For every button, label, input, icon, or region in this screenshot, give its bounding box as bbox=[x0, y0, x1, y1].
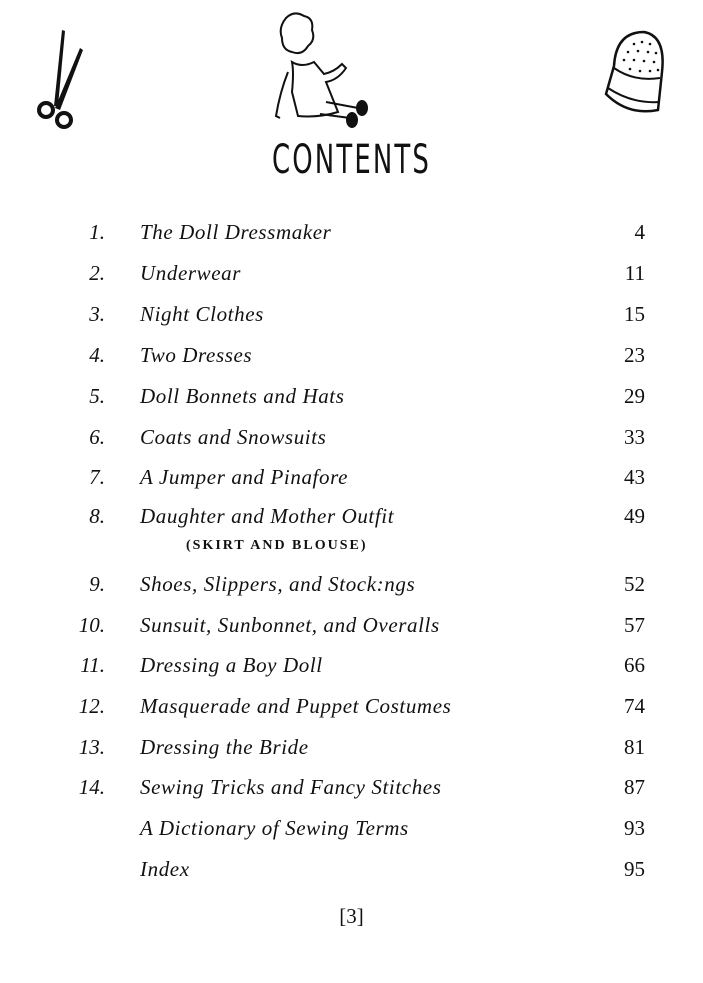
toc-entry bbox=[0, 422, 703, 452]
toc-entry bbox=[0, 462, 703, 492]
chapter-subtitle: (SKIRT AND BLOUSE) bbox=[186, 538, 368, 553]
chapter-number: 8. bbox=[89, 504, 105, 528]
chapter-number: 11. bbox=[80, 653, 105, 677]
chapter-title: Coats and Snowsuits bbox=[140, 425, 327, 449]
chapter-number: 14. bbox=[78, 775, 105, 799]
toc-entry bbox=[0, 772, 703, 802]
chapter-title: Index bbox=[140, 857, 190, 881]
chapter-title: The Doll Dressmaker bbox=[140, 220, 332, 244]
chapter-page: 15 bbox=[624, 302, 645, 326]
chapter-page: 23 bbox=[624, 343, 645, 367]
scissors-icon bbox=[28, 28, 88, 133]
doll-illustration bbox=[200, 10, 410, 130]
chapter-title: Sewing Tricks and Fancy Stitches bbox=[140, 775, 442, 799]
chapter-title: Daughter and Mother Outfit bbox=[140, 504, 395, 528]
chapter-title: Masquerade and Puppet Costumes bbox=[140, 694, 452, 718]
chapter-title: A Dictionary of Sewing Terms bbox=[140, 816, 409, 840]
chapter-page: 33 bbox=[624, 425, 645, 449]
toc-entry bbox=[0, 258, 703, 288]
chapter-page: 43 bbox=[624, 465, 645, 489]
page-number: [3] bbox=[339, 904, 364, 928]
chapter-page: 74 bbox=[624, 694, 645, 718]
chapter-title: Doll Bonnets and Hats bbox=[140, 384, 345, 408]
chapter-number: 2. bbox=[89, 261, 105, 285]
chapter-title: Shoes, Slippers, and Stock:ngs bbox=[140, 572, 416, 596]
chapter-title: Two Dresses bbox=[140, 343, 253, 367]
chapter-number: 9. bbox=[89, 572, 105, 596]
toc-entry bbox=[0, 691, 703, 721]
chapter-page: 66 bbox=[624, 653, 645, 677]
chapter-page: 95 bbox=[624, 857, 645, 881]
chapter-title: Dressing a Boy Doll bbox=[140, 653, 323, 677]
chapter-number: 13. bbox=[78, 735, 105, 759]
chapter-number: 3. bbox=[89, 302, 105, 326]
toc-entry bbox=[0, 650, 703, 680]
chapter-page: 11 bbox=[624, 261, 645, 285]
toc-entry bbox=[0, 569, 703, 599]
toc-entry bbox=[0, 813, 703, 843]
chapter-number: 4. bbox=[89, 343, 105, 367]
toc-entry bbox=[0, 217, 703, 247]
chapter-number: 10. bbox=[78, 613, 105, 637]
toc-entry bbox=[0, 501, 703, 531]
toc-entry bbox=[0, 381, 703, 411]
chapter-page: 29 bbox=[624, 384, 645, 408]
toc-entry bbox=[0, 299, 703, 329]
chapter-title: A Jumper and Pinafore bbox=[140, 465, 348, 489]
toc-entry bbox=[0, 854, 703, 884]
chapter-page: 81 bbox=[624, 735, 645, 759]
toc-subtitle-row bbox=[0, 531, 703, 561]
chapter-number: 6. bbox=[89, 425, 105, 449]
page-title: CONTENTS bbox=[271, 137, 431, 183]
chapter-page: 49 bbox=[624, 504, 645, 528]
chapter-number: 7. bbox=[89, 465, 105, 489]
chapter-page: 52 bbox=[624, 572, 645, 596]
chapter-title: Underwear bbox=[140, 261, 242, 285]
chapter-page: 87 bbox=[624, 775, 645, 799]
chapter-number: 1. bbox=[89, 220, 105, 244]
chapter-number: 12. bbox=[78, 694, 105, 718]
chapter-title: Dressing the Bride bbox=[140, 735, 309, 759]
chapter-title: Night Clothes bbox=[140, 302, 264, 326]
toc-entry bbox=[0, 732, 703, 762]
toc-entry bbox=[0, 340, 703, 370]
chapter-title: Sunsuit, Sunbonnet, and Overalls bbox=[140, 613, 440, 637]
chapter-page: 57 bbox=[624, 613, 645, 637]
toc-entry bbox=[0, 610, 703, 640]
chapter-page: 4 bbox=[634, 220, 645, 244]
chapter-page: 93 bbox=[624, 816, 645, 840]
thimble-icon bbox=[594, 26, 674, 114]
chapter-number: 5. bbox=[89, 384, 105, 408]
